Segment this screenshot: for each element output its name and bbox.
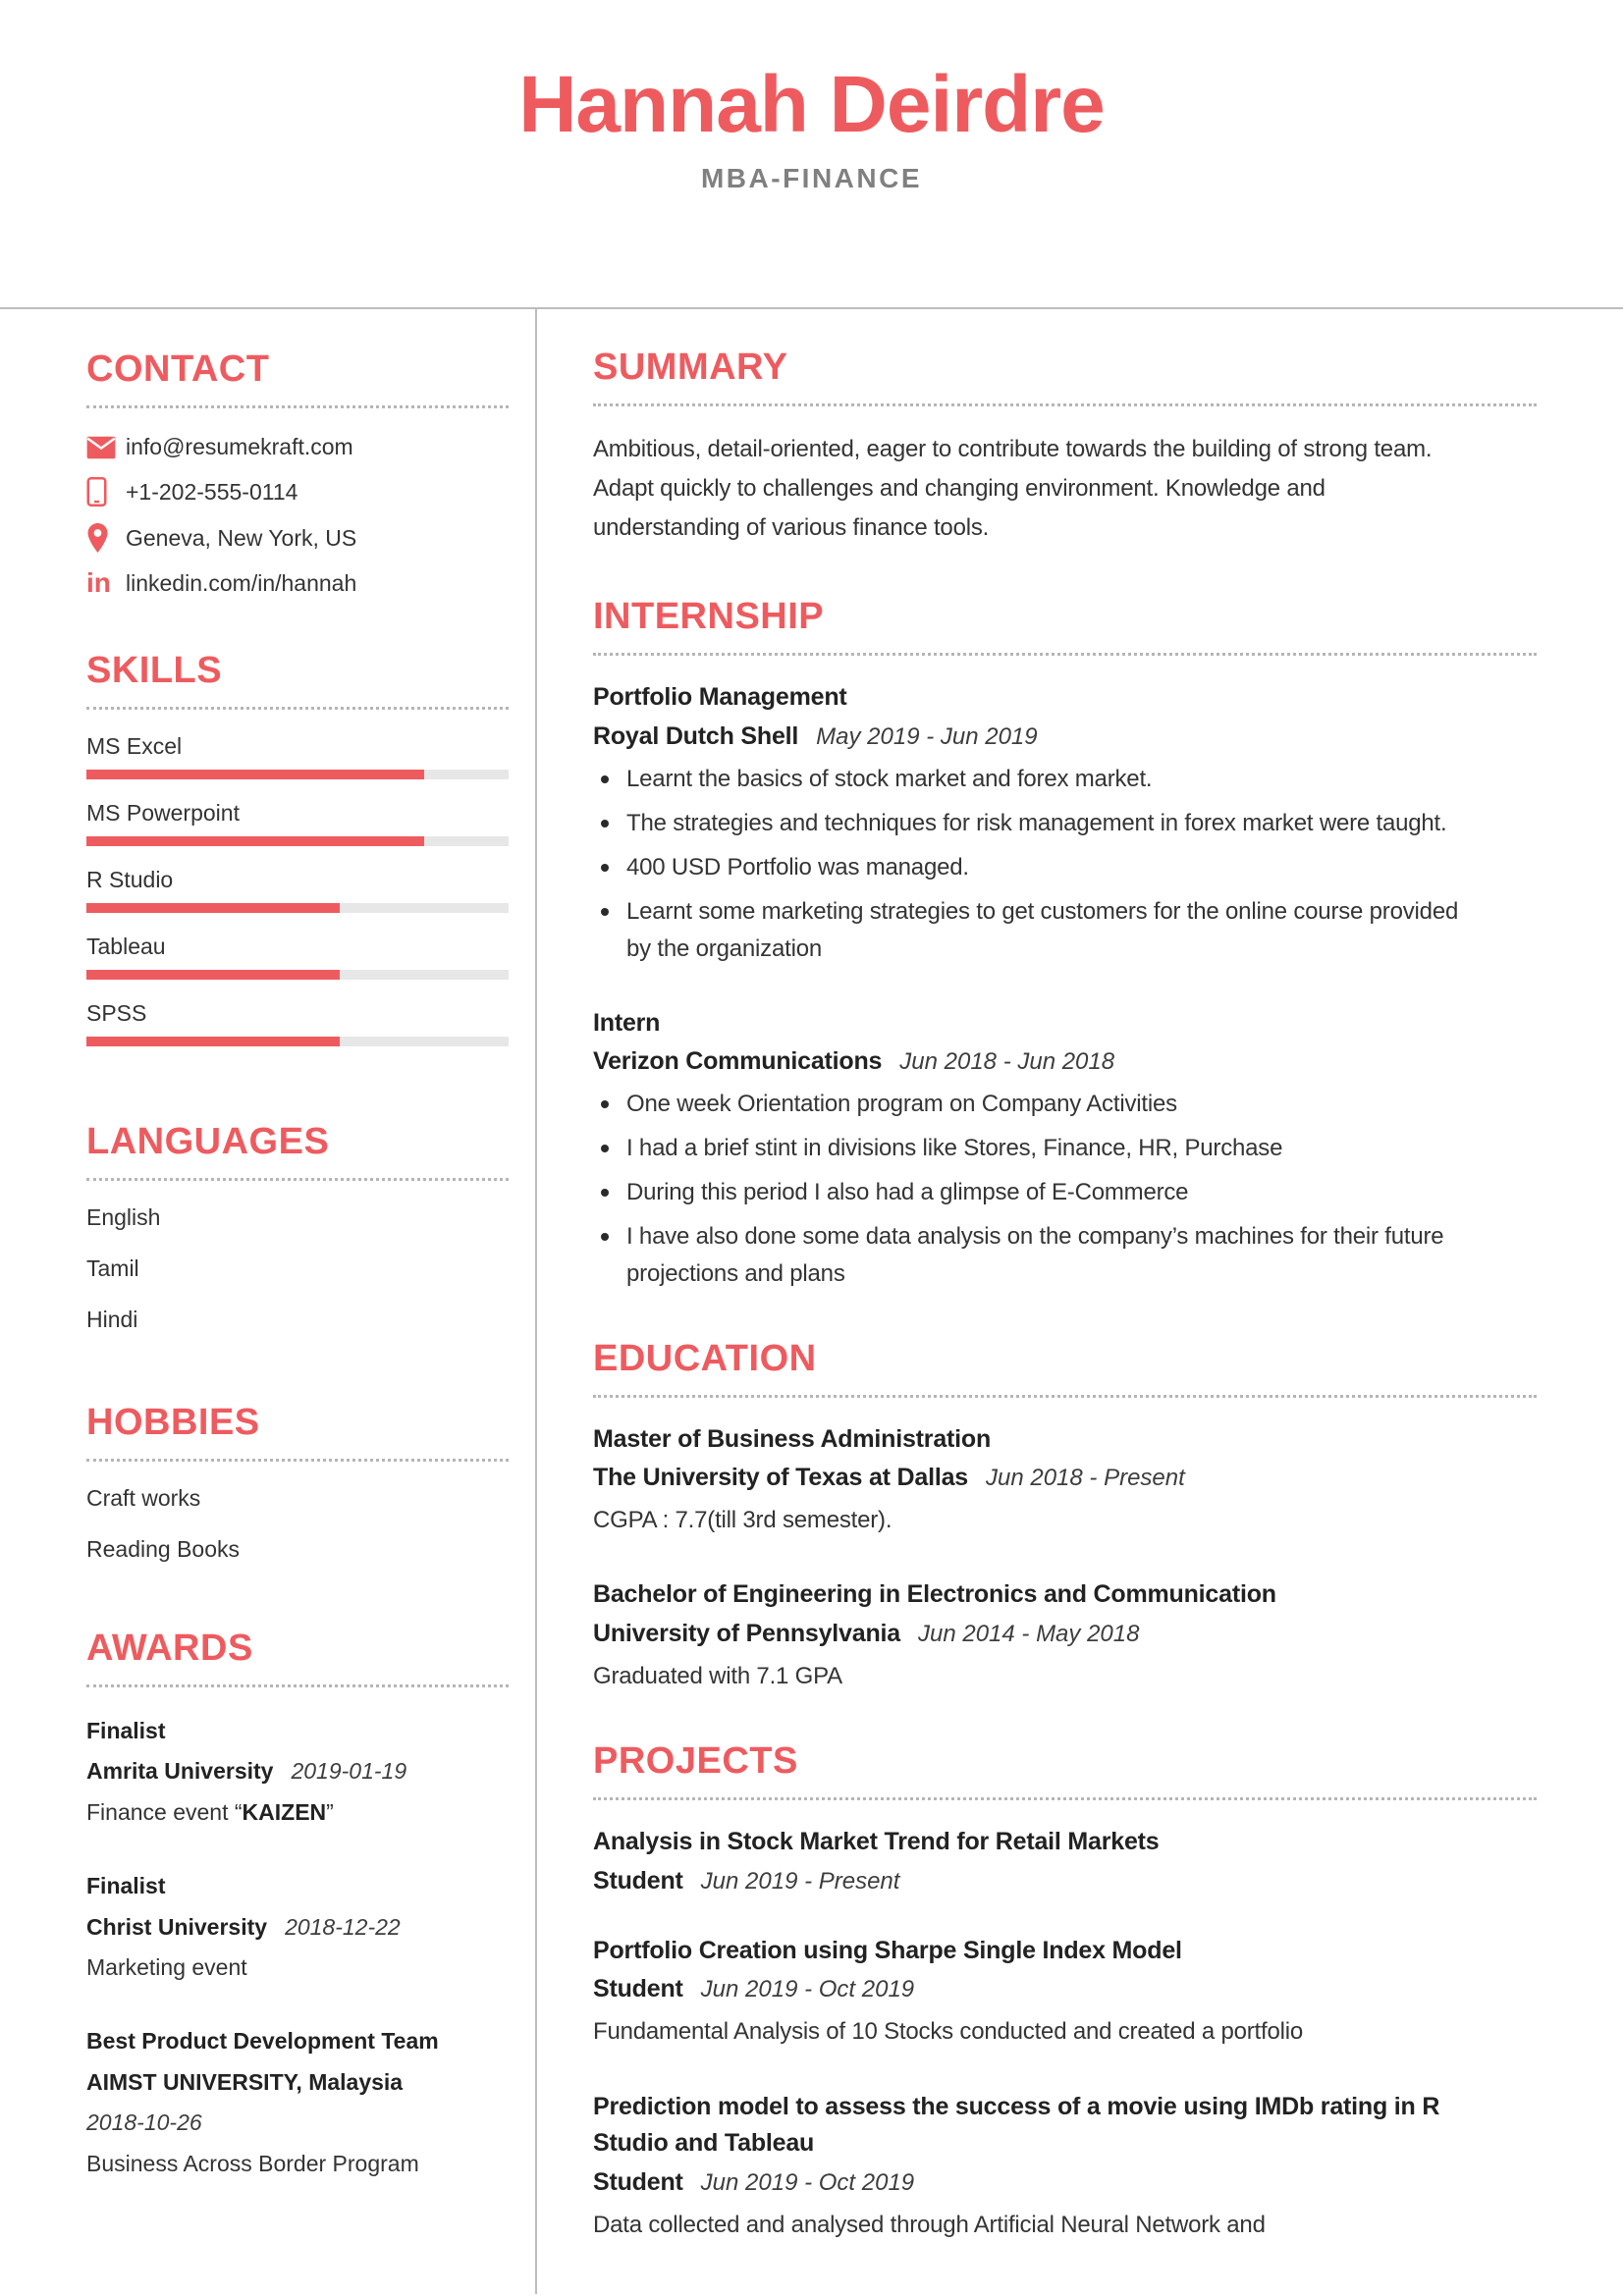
bullet-dot (593, 1218, 626, 1293)
person-name: Hannah Deirdre (518, 60, 1105, 149)
award-desc: Marketing event (86, 1953, 247, 1980)
internship-company: Verizon Communications (593, 1047, 883, 1076)
project-title: Portfolio Creation using Sharpe Single Index Model (593, 1936, 1182, 1964)
bullet-text: Learnt the basics of stock market and forex market. (626, 765, 1153, 792)
bullet-text: During this period I also had a glimpse of E-Commerce (626, 1178, 1189, 1205)
section-hobbies (86, 1402, 509, 1563)
education-degree: Bachelor of Engineering in Electronics and Communication (593, 1580, 1276, 1609)
internship-heading: INTERNSHIP (593, 596, 1537, 656)
project-dates: Jun 2019 - Present (700, 1867, 900, 1895)
contact-item-location (86, 523, 509, 553)
education-entry (593, 1421, 1472, 1540)
skill-bar (86, 903, 509, 913)
education-heading: EDUCATION (593, 1338, 1537, 1398)
award-title: Finalist (86, 1718, 166, 1743)
contact-phone-text[interactable]: +1-202-555-0114 (126, 478, 298, 505)
project-role: Student (593, 1866, 683, 1895)
award-date: 2019-01-19 (291, 1758, 407, 1785)
skill-bar-fill (86, 1037, 340, 1046)
education-school-line (593, 1464, 1472, 1492)
internship-bullets (593, 761, 1472, 968)
summary-heading: SUMMARY (593, 347, 1537, 406)
skill-item (86, 1000, 509, 1046)
award-item (86, 1711, 509, 1833)
skill-label: R Studio (86, 867, 174, 892)
bullet-item (593, 893, 1472, 968)
hobbies-list (86, 1485, 509, 1563)
education-note: Graduated with 7.1 GPA (593, 1662, 842, 1689)
internship-role: Portfolio Management (593, 683, 847, 712)
phone-icon (86, 477, 126, 507)
skill-bar (86, 770, 509, 779)
education-school-line (593, 1620, 1472, 1648)
columns (0, 309, 1623, 2294)
linkedin-icon: in (86, 567, 111, 598)
education-school: University of Pennsylvania (593, 1619, 900, 1647)
projects-heading: PROJECTS (593, 1740, 1537, 1800)
location-icon (86, 523, 126, 553)
person-title: MBA-FINANCE (700, 163, 923, 194)
project-role-line (593, 2168, 1472, 2197)
skill-label: MS Powerpoint (86, 800, 240, 826)
bullet-dot (593, 1174, 626, 1211)
award-item (86, 2021, 509, 2184)
bullet-item (593, 1130, 1472, 1167)
award-date: 2018-12-22 (285, 1913, 401, 1940)
skill-bar-fill (86, 970, 340, 980)
award-desc-post: ” (326, 1798, 334, 1825)
award-org-line (86, 1751, 509, 1791)
internship-dates: May 2019 - Jun 2019 (816, 722, 1038, 750)
project-role-line (593, 1867, 1472, 1896)
award-desc: Business Across Border Program (86, 2150, 419, 2176)
resume-header (0, 0, 1623, 309)
education-entry (593, 1576, 1472, 1695)
contact-linkedin-text[interactable]: linkedin.com/in/hannah (126, 569, 357, 596)
contact-email-text[interactable]: info@resumekraft.com (126, 434, 353, 459)
skills-heading: SKILLS (86, 650, 509, 710)
education-dates: Jun 2014 - May 2018 (917, 1620, 1140, 1647)
internship-entry (593, 1005, 1472, 1293)
language-item: English (86, 1204, 161, 1230)
award-title: Best Product Development Team (86, 2028, 439, 2055)
section-skills (86, 650, 509, 1046)
bullet-dot (593, 893, 626, 968)
skill-bar (86, 1037, 509, 1046)
project-role-line (593, 1975, 1472, 2003)
contact-item-phone[interactable] (86, 477, 509, 507)
internship-bullets (593, 1086, 1472, 1293)
skill-bar (86, 836, 509, 846)
bullet-item (593, 805, 1472, 842)
hobby-item: Craft works (86, 1485, 201, 1511)
language-item: Tamil (86, 1255, 139, 1281)
bullet-dot (593, 849, 626, 886)
skill-item (86, 867, 509, 913)
education-note: CGPA : 7.7(till 3rd semester). (593, 1507, 893, 1534)
award-desc-strong: KAIZEN (242, 1798, 327, 1825)
award-org-line (86, 1907, 509, 1948)
section-projects (593, 1740, 1537, 2244)
section-education (593, 1338, 1537, 1696)
section-contact (86, 348, 509, 597)
project-title: Prediction model to assess the success of a movie using IMDb rating in R Studio and Tableau (593, 2092, 1440, 2158)
education-degree: Master of Business Administration (593, 1424, 992, 1453)
project-dates: Jun 2019 - Oct 2019 (700, 1976, 915, 2003)
internship-company-line (593, 1047, 1472, 1076)
award-org: Amrita University (86, 1758, 274, 1785)
project-role: Student (593, 2167, 683, 2196)
bullet-item (593, 1174, 1472, 1211)
bullet-item (593, 761, 1472, 798)
skill-label: Tableau (86, 934, 166, 959)
project-note: Data collected and analysed through Artificial Neural Network and (593, 2211, 1266, 2238)
award-title: Finalist (86, 1873, 166, 1899)
bullet-text: The strategies and techniques for risk management in forex market were taught. (626, 809, 1447, 836)
award-org: AIMST UNIVERSITY, Malaysia (86, 2068, 404, 2095)
skill-bar (86, 970, 509, 980)
bullet-item (593, 849, 1472, 886)
bullet-item (593, 1086, 1472, 1123)
hobby-item: Reading Books (86, 1536, 240, 1562)
bullet-text: I have also done some data analysis on the company’s machines for their future projections and plans (626, 1222, 1444, 1287)
internship-company-line (593, 722, 1472, 751)
education-dates: Jun 2018 - Present (985, 1465, 1185, 1492)
skill-label: MS Excel (86, 733, 183, 759)
project-entry (593, 2089, 1472, 2244)
internship-dates: Jun 2018 - Jun 2018 (899, 1048, 1115, 1076)
hobbies-heading: HOBBIES (86, 1402, 509, 1462)
internship-role: Intern (593, 1008, 661, 1037)
award-desc-pre: Finance event “ (86, 1798, 243, 1825)
skill-item (86, 733, 509, 779)
sidebar (0, 309, 537, 2294)
skill-bar-fill (86, 903, 340, 913)
project-entry (593, 1933, 1472, 2052)
language-item: Hindi (86, 1307, 138, 1332)
internship-company: Royal Dutch Shell (593, 721, 799, 750)
skill-bar-fill (86, 770, 424, 779)
skill-bar-fill (86, 836, 424, 846)
project-entry (593, 1824, 1472, 1896)
education-school: The University of Texas at Dallas (593, 1464, 968, 1492)
bullet-dot (593, 1086, 626, 1123)
email-icon (86, 436, 126, 459)
skill-item (86, 934, 509, 980)
skill-item (86, 800, 509, 846)
section-languages (86, 1121, 509, 1333)
bullet-text: One week Orientation program on Company Activities (626, 1091, 1177, 1118)
contact-list (86, 434, 509, 597)
summary-text: Ambitious, detail-oriented, eager to contribute towards the building of strong team. Adapt quickly to challenges and changing environment. Knowledge and understanding of various finance tools. (593, 436, 1433, 541)
award-org: Christ University (86, 1913, 268, 1940)
bullet-dot (593, 1130, 626, 1167)
contact-heading: CONTACT (86, 348, 509, 408)
project-note: Fundamental Analysis of 10 Stocks conducted and created a portfolio (593, 2018, 1304, 2046)
bullet-text: I had a brief stint in divisions like Stores, Finance, HR, Purchase (626, 1134, 1283, 1161)
contact-item-linkedin[interactable] (86, 569, 509, 597)
main-column (537, 309, 1623, 2294)
project-dates: Jun 2019 - Oct 2019 (700, 2168, 915, 2196)
internship-entry (593, 679, 1472, 967)
bullet-dot (593, 805, 626, 842)
languages-heading: LANGUAGES (86, 1121, 509, 1181)
languages-list (86, 1204, 509, 1333)
project-role: Student (593, 1975, 683, 2003)
skill-label: SPSS (86, 1000, 147, 1026)
section-awards (86, 1628, 509, 2184)
project-title: Analysis in Stock Market Trend for Retail Markets (593, 1828, 1160, 1856)
bullet-text: 400 USD Portfolio was managed. (626, 853, 969, 881)
bullet-dot (593, 761, 626, 798)
award-desc (86, 1792, 509, 1833)
contact-item-email[interactable] (86, 434, 509, 460)
award-date: 2018-10-26 (86, 2109, 202, 2136)
awards-heading: AWARDS (86, 1628, 509, 1687)
award-item (86, 1866, 509, 1988)
contact-location-text: Geneva, New York, US (126, 524, 357, 551)
bullet-item (593, 1218, 1472, 1293)
section-internship (593, 596, 1537, 1292)
bullet-text: Learnt some marketing strategies to get customers for the online course provided by the organization (626, 897, 1459, 962)
section-summary (593, 347, 1537, 547)
